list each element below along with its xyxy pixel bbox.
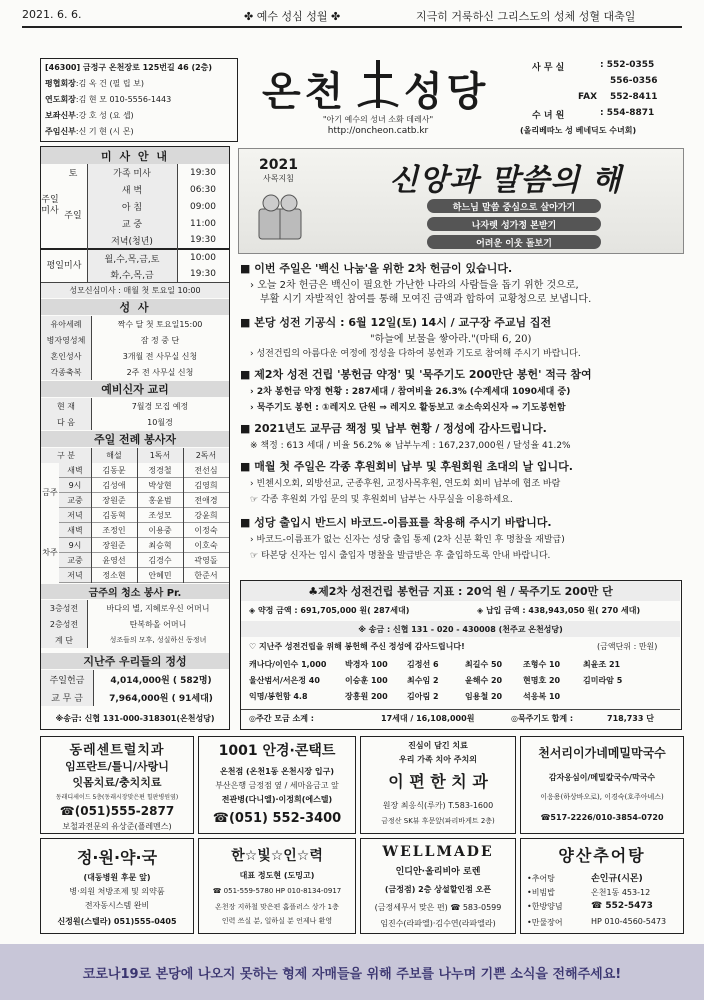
ad-line: 동래디세이드 5층(동래시장맞은편 힐판병원옆): [55, 794, 179, 801]
ad-title: 한☆빛☆인☆력: [231, 848, 323, 864]
info-yeondo: 연도회장:김 현 모 010-5556-1443: [45, 95, 172, 104]
footer-message: 코로나19로 본당에 나오지 못하는 형제 자매들을 위해 주보를 나누며 기쁜 소식을 전해주세요!: [82, 966, 622, 982]
ad-title: 동레센트럴치과: [69, 742, 165, 757]
ad-dental-comfort: [360, 736, 516, 834]
title-right: 성당: [404, 69, 490, 115]
ad-phone: (금정세무서 맞은 편) ☎ 583-0599: [374, 902, 502, 912]
ad-title: 1001 안경·콘택트: [218, 743, 336, 759]
server-time: 저녁: [59, 508, 91, 523]
server-name: 전애경: [183, 493, 229, 508]
sacrament-value: 짝수 달 첫 토요일15:00: [117, 319, 203, 329]
notice-line: › 오늘 2차 헌금은 백신이 필요한 가난한 나라의 사람들을 돕기 위한 것으로,: [250, 280, 579, 291]
server-time: 새벽: [59, 463, 91, 478]
sacrament-value: 2주 전 사무실 신청: [126, 367, 194, 377]
servers-title: 주일 전례 봉사자: [41, 431, 229, 447]
mass-row: 가족 미사: [87, 164, 177, 181]
notice-heading: ■ 2021년도 교무금 책정 및 납부 현황 / 정성에 감사드립니다.: [240, 422, 547, 435]
ad-menu: •한방양념: [527, 902, 563, 911]
server-name: 안혜민: [137, 568, 183, 583]
notice-line: 부활 시기 자발적인 참여를 통해 모여진 금액과 합하여 교황청으로 보냅니다.: [260, 294, 592, 305]
ad-line: 잇몸치료/충치치료: [72, 776, 162, 789]
ad-line: 보철과전문의 유상준(플레멘스): [62, 821, 172, 831]
website-link[interactable]: http://oncheon.catb.kr: [327, 126, 429, 136]
info-pastor-label: 주임신부: [45, 127, 76, 136]
servers-this-week-label: 금주: [42, 488, 58, 497]
notice-line-text: 오늘 2차 헌금은 백신이 필요한 가난한 나라의 사람들을 돕기 위한 것으로,: [257, 280, 579, 291]
contact-convent-value: : 554-8871: [600, 108, 655, 118]
offering-name: 교 무 금: [41, 688, 93, 706]
notice-heading-text: 이번 주일은 '백신 나눔'을 위한 2차 헌금이 있습니다.: [254, 262, 513, 275]
ad-line: 이응용(하상바오로), 이경숙(호주아녜스): [540, 793, 664, 801]
divider: [177, 164, 178, 282]
info-council-label: 평협회장: [45, 79, 76, 88]
donor-entry: 익명/봉헌함 4.8: [249, 692, 308, 701]
ad-line: 임진수(라파엘)·김수연(라파엘라): [380, 918, 496, 928]
donor-entry: 석응복 10: [523, 692, 561, 701]
server-name: 김동문: [91, 463, 137, 478]
ad-menu: •만물장어: [527, 918, 563, 927]
notice-heading-text: 본당 성전 기공식 : 6월 12일(토) 14시 / 교구장 주교님 집전: [254, 316, 552, 329]
contact-office-2: 556-0356: [610, 76, 658, 86]
cross-icon: [356, 58, 400, 112]
banner-pill: 나자렛 성가정 본받기: [427, 217, 601, 231]
servers-header: 1독서: [137, 448, 183, 463]
cleaning-title: 금주의 청소 봉사 Pr.: [41, 584, 229, 599]
cleaning-place: 2층성전: [41, 616, 87, 632]
notice-heading-text: 성당 출입시 반드시 바코드-이름표를 착용해 주시기 바랍니다.: [254, 516, 552, 529]
notice-heading-text: 매월 첫 주일은 각종 후원회비 납부 및 후원회원 초대의 날 입니다.: [254, 460, 573, 473]
weekday-time: 10:00: [190, 253, 216, 263]
month-theme: ✤ 예수 성심 성월 ✤: [244, 10, 341, 23]
contact-office-value: : 552-0355: [600, 60, 655, 70]
fund-week-value: 17세대 / 16,108,000원: [381, 714, 475, 723]
info-pastor: 주임신부:신 기 현 (시 몬): [45, 127, 134, 136]
banner-pill: 어려운 이웃 돌보기: [427, 235, 601, 249]
ad-title: 정·원·약·국: [76, 847, 158, 867]
ad-title: 이 편 한 치 과: [388, 771, 488, 791]
banner-title: 신앙과 말씀의 해: [389, 163, 622, 198]
ad-line: 온천1동 453-12: [591, 888, 651, 897]
fund-rosary-total: ◎묵주기도 합계 :: [511, 714, 574, 723]
feast-motto: 지극히 거룩하신 그리스도의 성체 성혈 대축일: [416, 10, 636, 23]
fund-title: ♣ 제2차 성전건립 봉헌금 지표 : 20억 원 / 묵주기도 200만 단: [241, 581, 680, 601]
donor-entry: 김정선 6: [407, 660, 439, 669]
ad-line: (금정점) 2층 상설할인점 오픈: [384, 884, 492, 894]
banner-pill: 하느님 말씀 중심으로 살아가기: [427, 199, 601, 213]
donor-entry: 최윤조 21: [583, 660, 621, 669]
mass-row: 교 중: [87, 215, 177, 232]
donor-entry: 이승훈 100: [345, 676, 388, 685]
header-rule: [22, 26, 682, 28]
ad-line: 원장 최응식(루카) T.583-1600: [382, 800, 494, 810]
saturday-label: 토: [68, 169, 78, 179]
weekday-mass-label: 평일미사: [46, 261, 82, 271]
convent-name: (올리베따노 성 베네딕도 수녀회): [520, 126, 637, 135]
ad-line: (대동병원 후문 앞): [83, 872, 151, 882]
catechumen-name: 다 음: [41, 414, 91, 430]
server-time: 교중: [59, 493, 91, 508]
notice-heading-text: 2021년도 교무금 책정 및 납부 현황 / 정성에 감사드립니다.: [254, 422, 547, 435]
servers-header: 구 분: [41, 448, 91, 463]
server-name: 장원준: [91, 493, 137, 508]
notices: [240, 258, 686, 584]
notice-line-text: 빈첸시오회, 외방선교, 군종후원, 교정사목후원, 연도회 회비 납부에 협조 바람: [256, 479, 561, 489]
notice-line-text: 타본당 신자는 임시 출입자 명찰을 발급받은 후 출입하도록 안내 바랍니다.: [260, 551, 551, 561]
notice-heading-text: 제2차 성전 건립 '봉헌금 약정' 및 '묵주기도 200만단 봉헌' 적극 참여: [254, 368, 592, 381]
ad-line: 온천장 지하철 맞은편 홈플러스 상가 1층: [215, 903, 339, 911]
catechumen-title: 예비신자 교리: [41, 381, 229, 397]
server-name: 곽영돌: [183, 553, 229, 568]
ad-chueotang: [520, 838, 684, 934]
server-name: 강윤희: [183, 508, 229, 523]
issue-date: 2021. 6. 6.: [22, 8, 82, 21]
sacrament-name: 유아세례: [41, 316, 91, 332]
cleaning-place: 3층성전: [41, 600, 87, 616]
server-name: 한준서: [183, 568, 229, 583]
weekday-row: 화,수,목,금: [87, 266, 177, 282]
ad-line: 인디안·올리비아 로렌: [395, 866, 481, 877]
notice-line: › 빈첸시오회, 외방선교, 군종후원, 교정사목후원, 연도회 회비 납부에 협조 바람: [250, 479, 561, 489]
server-name: 정소현: [91, 568, 137, 583]
server-name: 윤영선: [91, 553, 137, 568]
server-name: 전선심: [183, 463, 229, 478]
ad-labor: [198, 838, 356, 934]
notice-line: ※ 책정 : 613 세대 / 비율 56.2% ※ 납부누계 : 167,237,000원 / 달성율 41.2%: [250, 441, 571, 451]
fund-thanks: ♡ 지난주 성전건립을 위해 봉헌해 주신 정성에 감사드립니다!: [249, 642, 465, 651]
server-time: 교중: [59, 553, 91, 568]
mass-time: 11:00: [190, 218, 216, 229]
ad-phone: ☎ 051-559-5780 HP 010-8134-0917: [212, 887, 342, 895]
donor-entry: 최길수 50: [465, 660, 503, 669]
ad-line: 전자동시스템 완비: [84, 900, 150, 910]
sacrament-name: 혼인성사: [41, 348, 91, 364]
notice-line: ☞ 타본당 신자는 임시 출입자 명찰을 발급받은 후 출입하도록 안내 바랍니다.: [250, 551, 551, 561]
cleaning-place: 계 단: [41, 632, 87, 648]
sunday-mass-label: 주일미사: [41, 195, 59, 216]
notice-line-text: 묵주기도 봉헌 : ①레지오 단원 ⇒ 레지오 활동보고 ②소속외신자 ⇒ 기도봉헌함: [256, 403, 566, 413]
server-name: 최승혁: [137, 538, 183, 553]
server-name: 김동혁: [91, 508, 137, 523]
mass-row: 아 침: [87, 198, 177, 215]
offering-title: 지난주 우리들의 정성: [41, 653, 229, 669]
ad-line: 임프란트/틀니/사랑니: [65, 760, 169, 773]
sacraments-title: 성 사: [41, 299, 229, 315]
server-name: 홍윤범: [137, 493, 183, 508]
notice-line-text: 바코드-이름표가 없는 신자는 성당 출입 통제 (2차 신분 확인 후 명찰을 재발급): [256, 535, 565, 545]
server-name: 조성모: [137, 508, 183, 523]
fund-week-total: ◎주간 모금 소계 :: [249, 714, 314, 723]
ad-line: 대표 정도현 (도밍고): [239, 870, 315, 880]
server-name: 김경수: [137, 553, 183, 568]
ad-noodle: [520, 736, 684, 834]
ad-phone: ☎517-2226/010-3854-0720: [540, 812, 664, 822]
mass-title: 미 사 안 내: [41, 147, 229, 164]
offering-name: 주일헌금: [41, 670, 93, 688]
info-council: 평협회장:김 옥 건 (필 립 보): [45, 79, 144, 88]
offering-value: 4,014,000원 ( 582명): [110, 675, 212, 686]
notice-line-text: 2차 봉헌금 약정 현황 : 287세대 / 참여비율 26.3% (수계세대 1090세대 중): [256, 387, 571, 397]
contact-office-label: 사 무 실: [532, 63, 565, 73]
fund-pledge: ◈ 약정 금액 : 691,705,000 원( 287세대): [249, 606, 410, 615]
slogan: "아기 예수의 성녀 소화 데레사": [322, 115, 434, 124]
server-time: 새벽: [59, 523, 91, 538]
ad-title: WELLMADE: [382, 844, 494, 860]
info-assistant-value: 강 호 성 (요 셉): [78, 111, 134, 120]
mass-time: 06:30: [190, 184, 216, 195]
info-yeondo-label: 연도회장: [45, 95, 76, 104]
fund-transfer: ※ 송금 : 신협 131 - 020 - 430008 (천주교 온천성당): [241, 621, 680, 637]
info-council-value: 김 옥 건 (필 립 보): [78, 79, 144, 88]
banner-subtitle: 사목지침: [263, 174, 294, 183]
divider: [87, 600, 88, 648]
fund-paid: ◈ 납입 금액 : 438,943,050 원( 270 세대): [477, 606, 641, 615]
donor-entry: 최수임 2: [407, 676, 439, 685]
divider: [41, 248, 229, 250]
notice-line: "하늘에 보물을 쌓아라."(마태 6, 20): [370, 334, 532, 345]
cleaning-group: 탄복하올 어머니: [129, 619, 187, 629]
ad-dental-central: [40, 736, 194, 834]
sacrament-value: 3개월 전 사무실 신청: [122, 351, 198, 361]
sacrament-name: 각종축복: [41, 364, 91, 380]
bible-figures-icon: [251, 185, 307, 245]
contact-fax-value: 552-8411: [610, 92, 658, 102]
donor-entry: 조형수 10: [523, 660, 561, 669]
server-name: 김영희: [183, 478, 229, 493]
ad-title: 양산추어탕: [558, 845, 646, 865]
info-yeondo-value: 김 현 모 010-5556-1443: [78, 95, 172, 104]
divider: [41, 282, 229, 283]
ad-optical: [198, 736, 356, 834]
servers-header: 2독서: [183, 448, 229, 463]
donor-entry: 김아림 2: [407, 692, 439, 701]
banner-year: 2021: [259, 157, 298, 173]
servers-next-week-label: 차주: [42, 548, 58, 557]
title-left: 온천: [262, 69, 348, 115]
ad-menu: •비빔밥: [527, 888, 555, 897]
donor-entry: 캐나다/이인수 1,000: [249, 660, 327, 669]
catechumen-name: 현 재: [41, 398, 91, 414]
info-assistant: 보좌신부:강 호 성 (요 셉): [45, 111, 134, 120]
notice-line-text: 성전건립의 아름다운 여정에 정성을 다하여 봉헌과 기도로 참여해 주시기 바랍니다.: [256, 349, 581, 359]
server-name: 김성애: [91, 478, 137, 493]
month-theme-text: 예수 성심 성월: [256, 10, 328, 23]
donor-entry: 장흥원 200: [345, 692, 388, 701]
server-time: 9시: [59, 478, 91, 493]
ad-line: 진심이 담긴 치료: [408, 740, 468, 750]
offering-value: 7,964,000원 ( 91세대): [109, 693, 213, 704]
ad-phone: ☎(051) 552-3400: [212, 810, 342, 826]
divider: [183, 448, 184, 583]
catechumen-value: 7월경 모집 예정: [131, 401, 189, 411]
ad-line: 온천점 (온천1동 온천시장 입구): [220, 766, 334, 776]
notice-line-text: 각종 후원회 가입 문의 및 후원회비 납부는 사무실을 이용하세요.: [260, 495, 513, 505]
ad-title: 천서리이가네메밀막국수: [538, 745, 666, 760]
server-time: 저녁: [59, 568, 91, 583]
mother-mass: 성모신심미사 : 매월 첫 토요일 10:00: [41, 283, 229, 298]
address: [46300] 금정구 온천장로 125번길 46 (2층): [45, 63, 213, 72]
ad-wellmade: [360, 838, 516, 934]
cleaning-group: 바다의 별, 지혜로우신 어머니: [106, 603, 210, 613]
sunday-label: 주일: [64, 211, 82, 221]
mass-time: 19:30: [190, 167, 216, 178]
contact-block: [520, 60, 670, 140]
server-name: 장원준: [91, 538, 137, 553]
donor-entry: 임용철 20: [465, 692, 503, 701]
offering-account: ※송금: 신협 131-000-318301(온천성당): [55, 713, 215, 723]
divider: [137, 448, 138, 583]
divider: [91, 448, 92, 583]
pastoral-banner: [238, 148, 684, 254]
ad-line: 우리 가족 치아 주치의: [399, 754, 477, 764]
ad-phone: ☎ 552-5473: [591, 901, 653, 911]
mass-time: 09:00: [190, 201, 216, 212]
fund-unit: (금액단위 : 만원): [597, 642, 658, 651]
donor-entry: 김미라암 5: [583, 676, 623, 685]
server-name: 이용중: [137, 523, 183, 538]
server-name: 이호숙: [183, 538, 229, 553]
divider: [93, 670, 94, 706]
divider: [241, 709, 680, 710]
notice-line: › 성전건립의 아름다운 여정에 정성을 다하여 봉헌과 기도로 참여해 주시기 바랍니다.: [250, 349, 581, 359]
ad-line: 부산은행 금정점 옆 / 세마음금고 앞: [215, 780, 339, 790]
sacrament-name: 병자영성체: [41, 332, 91, 348]
donor-entry: 현명호 20: [523, 676, 561, 685]
masthead-title: [246, 58, 510, 142]
ad-line: 감자옹심이/메밀칼국수/막국수: [548, 772, 656, 782]
contact-convent-label: 수 녀 원: [532, 111, 565, 121]
servers-header: 해설: [91, 448, 137, 463]
notice-line: › 바코드-이름표가 없는 신자는 성당 출입 통제 (2차 신분 확인 후 명찰을 재발급): [250, 535, 565, 545]
weekday-row: 월,수,목,금,토: [87, 250, 177, 266]
server-name: 이정숙: [183, 523, 229, 538]
ad-line: 인력 쓰실 분, 일하실 분 언제나 환영: [221, 917, 333, 925]
contact-fax-label: FAX: [578, 92, 598, 102]
catechumen-value: 10월경: [147, 417, 173, 427]
mass-time: 19:30: [190, 235, 216, 245]
notice-line: › 묵주기도 봉헌 : ①레지오 단원 ⇒ 레지오 활동보고 ②소속외신자 ⇒ 기도봉헌함: [250, 403, 566, 413]
ad-line: 금정산 SK뷰 후문앞(파리바게트 2층): [381, 817, 495, 825]
ad-line: 병·의원 처방조제 및 의약품: [69, 886, 165, 896]
ad-pharmacy: [40, 838, 194, 934]
notice-line: ☞ 각종 후원회 가입 문의 및 후원회비 납부는 사무실을 이용하세요.: [250, 495, 513, 505]
server-time: 9시: [59, 538, 91, 553]
notice-heading: ■ 이번 주일은 '백신 나눔'을 위한 2차 헌금이 있습니다.: [240, 262, 513, 275]
server-name: 정경철: [137, 463, 183, 478]
server-name: 조정인: [91, 523, 137, 538]
donor-entry: 울산범서/서은정 40: [249, 676, 320, 685]
notice-line: › 2차 봉헌금 약정 현황 : 287세대 / 참여비율 26.3% (수계세대 1090세대 중): [250, 387, 571, 397]
ad-owner: 손인규(시몬): [591, 874, 643, 884]
footer-band: [0, 944, 704, 1000]
notice-heading: ■ 성당 출입시 반드시 바코드-이름표를 착용해 주시기 바랍니다.: [240, 516, 552, 529]
parish-info-box: [40, 58, 238, 142]
server-name: 박상현: [137, 478, 183, 493]
notice-heading: ■ 매월 첫 주일은 각종 후원회비 납부 및 후원회원 초대의 날 입니다.: [240, 460, 573, 473]
info-assistant-label: 보좌신부: [45, 111, 76, 120]
ad-phone: ☎(051)555-2877: [59, 804, 175, 818]
divider: [91, 398, 92, 430]
fund-title-text: 제2차 성전건립 봉헌금 지표 : 20억 원 / 묵주기도 200만 단: [318, 585, 613, 598]
fund-rosary-value: 718,733 단: [607, 714, 654, 723]
cleaning-group: 성조들의 모후, 성실하신 동정녀: [109, 636, 207, 644]
donor-entry: 윤해수 20: [465, 676, 503, 685]
ad-menu: •추어탕: [527, 874, 555, 883]
ad-phone: 신정원(스텔라) 051)555-0405: [57, 916, 177, 926]
weekday-time: 19:30: [190, 269, 216, 279]
notice-heading: ■ 본당 성전 기공식 : 6월 12일(토) 14시 / 교구장 주교님 집전: [240, 316, 552, 329]
sacrament-value: 잠 정 중 단: [140, 335, 180, 345]
ad-phone: HP 010-4560-5473: [591, 917, 667, 926]
info-pastor-value: 신 기 현 (시 몬): [78, 127, 134, 136]
divider: [87, 164, 88, 282]
building-fund-box: [240, 580, 682, 730]
donor-entry: 박경자 100: [345, 660, 388, 669]
mass-row: 새 벽: [87, 181, 177, 198]
divider: [91, 316, 92, 380]
notice-heading: ■ 제2차 성전 건립 '봉헌금 약정' 및 '묵주기도 200만단 봉헌' 적극 참여: [240, 368, 592, 381]
ad-line: 전관병(다니엘)·이정희(에스텔): [221, 794, 333, 804]
mass-row: 저녁(청년): [87, 232, 177, 248]
